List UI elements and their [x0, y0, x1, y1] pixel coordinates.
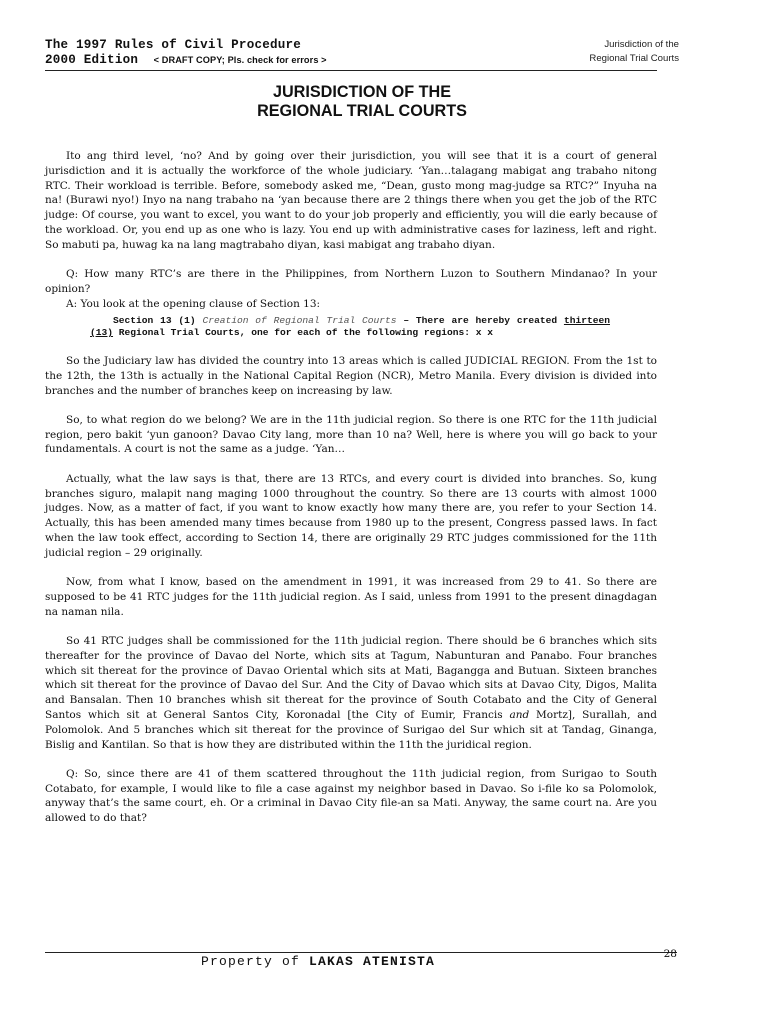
paragraph-question-1: Q: How many RTC’s are there in the Philippines, from Northern Luzon to Southern Mindanao? In your opinion?: [45, 268, 657, 295]
paragraph-branches: Actually, what the law says is that, there are 13 RTCs, and every court is divided into branches. So, kung branches siguro, malapit nang maging 1000 throughout the country. So there are 13 courts with almost 1000 judges. Now, as a matter of fact, if you want to know exactly how many there are, you refer to your Section 14. Actually, this has been amended many times because from 1980 up to the present, Congress passed laws. In fact when the law took effect, according to Section 14, there are originally 29 RTC judges commissioned for the 11th judicial region – 29 originally.: [45, 472, 657, 559]
header-book-title: The 1997 Rules of Civil Procedure: [45, 38, 301, 52]
header-left: [45, 38, 327, 68]
paragraph-distribution-b: Mortz], Surallah, and Polomolok. And 5 branches which sit thereat for the province of Surigao del Sur which sit at Tandag, Ginanga, Bislig and Kantilan. So that is how they are distributed within the 11th the juridical region.: [45, 708, 657, 751]
document-page: [45, 36, 679, 826]
provision-text-a: – There are hereby created: [396, 315, 564, 327]
paragraph-11th-region: So, to what region do we belong? We are in the 11th judicial region. So there is one RTC for the 11th judicial region, pero bakit ‘yun ganoon? Davao City lang, more than 10 na? Well, here is where you will go back to your fundamentals. A court is not the same as a judge. ‘Yan…: [45, 413, 657, 456]
footer-owner: LAKAS ATENISTA: [309, 954, 436, 969]
page-number: 28: [663, 948, 677, 960]
paragraph-answer-1: A: You look at the opening clause of Section 13:: [66, 297, 321, 310]
chapter-title: [45, 83, 679, 121]
header-right: [589, 38, 679, 66]
header-edition: 2000 Edition: [45, 53, 139, 67]
quoted-provision: [90, 315, 610, 339]
provision-text-b: Regional Trial Courts, one for each of the following regions: x x: [113, 327, 494, 339]
footer-prefix: Property of: [201, 954, 301, 969]
paragraph-intro: Ito ang third level, ‘no? And by going over their jurisdiction, you will see that it is a court of general jurisdiction and it is actually the workforce of the whole judiciary. ‘Yan…talagang mabigat ang trabaho nitong RTC. Their workload is terrible. Before, somebody asked me, “Dean, gusto mong mag-judge sa RTC?” Inyuha na na! (Burawi nyo!) Inyo na nang trabaho na ‘yan because there are 2 things there when you get the job of the RTC judge: Of course, you want to excel, you want to do your job properly and efficiently, you will die early because of the workload. Or, you end up as one who is lazy. You end up with administrative cases for laziness, left and right. So mabuti pa, huwag ka na lang magtrabaho diyan, kasi mabigat ang trabaho diyan.: [45, 150, 657, 251]
paragraph-distribution-and: and: [509, 708, 530, 721]
page-footer: [45, 948, 677, 977]
chapter-title-line1: JURISDICTION OF THE: [272, 83, 452, 101]
header-chapter-line2: Regional Trial Courts: [589, 53, 679, 64]
header-chapter-line1: Jurisdiction of the: [604, 39, 679, 50]
body-text: [45, 149, 657, 826]
chapter-title-line2: REGIONAL TRIAL COURTS: [257, 102, 467, 120]
running-header: [45, 36, 679, 71]
paragraph-judicial-regions: So the Judiciary law has divided the country into 13 areas which is called JUDICIAL REGION. From the 1st to the 12th, the 13th is actually in the National Capital Region (NCR), Metro Manila. Every division is divided into branches and the number of branches keep on increasing by law.: [45, 354, 657, 397]
header-draft-note: < DRAFT COPY; Pls. check for errors >: [153, 55, 327, 65]
header-edition-line: [45, 53, 327, 68]
provision-title: Creation of Regional Trial Courts: [202, 315, 397, 327]
footer-property: [201, 954, 435, 969]
provision-section: Section 13 (1): [113, 315, 196, 327]
paragraph-distribution-a: So 41 RTC judges shall be commissioned for the 11th judicial region. There should be 6 branches which sits thereafter for the province of Davao del Norte, which sits at Tagum, Nabunturan and Panabo. Four branches which sit thereat for the province of Davao Oriental which sits at Mati, Bagangga and Butuan. Sixteen branches which sit thereat for the province of Davao del Sur. And the City of Davao which sits at Davao City, Digos, Malita and Bansalan. Then 10 branches whish sit thereat for the province of South Cotabato and the City of General Santos which sit at General Santos City, Koronadal [the City of Eumir, Francis: [45, 634, 657, 721]
paragraph-question-2: Q: So, since there are 41 of them scattered throughout the 11th judicial region, from Surigao to South Cotabato, for example, I would like to file a case against my neighbor based in Davao. So i-file ko sa Polomolok, anyway that’s the same court, eh. Or a criminal in Davao City file-an sa Mati. Anyway, the same court na. Are you allowed to do that?: [45, 767, 657, 825]
provision-underlined: thirteen (13): [90, 315, 610, 339]
paragraph-amendment: Now, from what I know, based on the amendment in 1991, it was increased from 29 to 41. So there are supposed to be 41 RTC judges for the 11th judicial region. As I said, unless from 1991 to the present dinagdagan na naman nila.: [45, 576, 657, 618]
paragraph-distribution: [45, 634, 657, 752]
